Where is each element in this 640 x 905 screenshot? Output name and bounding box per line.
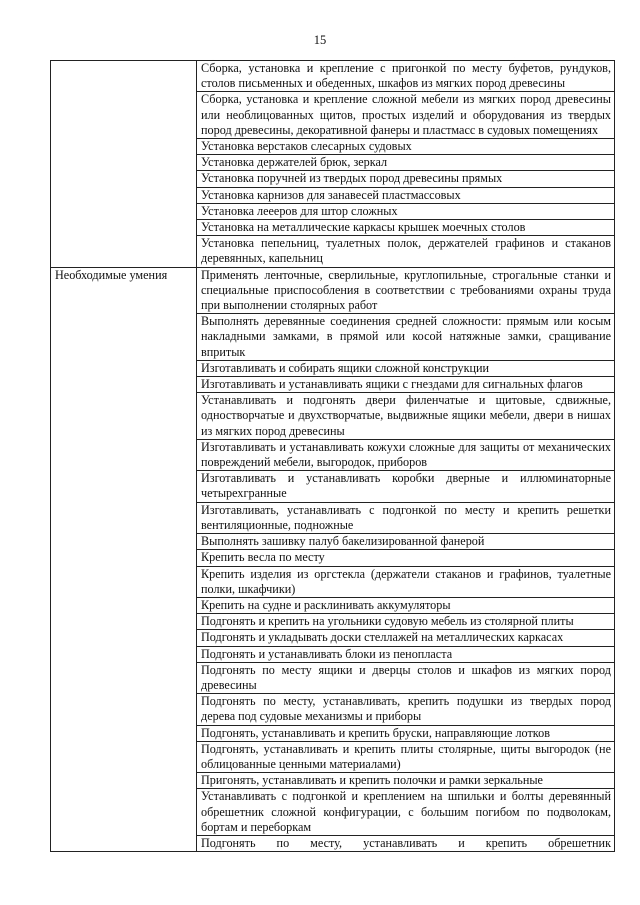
requirement-item: Изготавливать и устанавливать ящики с гнездами для сигнальных флагов bbox=[197, 377, 615, 393]
requirement-item: Подгонять и устанавливать блоки из пенопласта bbox=[197, 646, 615, 662]
requirement-item: Подгонять, устанавливать и крепить бруски, направляющие лотков bbox=[197, 725, 615, 741]
requirement-item: Сборка, установка и крепление с пригонкой по месту буфетов, рундуков, столов письменных и обеденных, шкафов из мягких пород древесины bbox=[197, 61, 615, 92]
requirement-item: Сборка, установка и крепление сложной мебели из мягких пород древесины или необлицованных щитов, простых изделий и оборудования из твердых пород древесины, декоративной фанеры и пластмасс в судовых помещениях bbox=[197, 92, 615, 139]
requirement-item: Изготавливать и устанавливать кожухи сложные для защиты от механических повреждений мебели, выгородок, приборов bbox=[197, 439, 615, 470]
requirement-item: Установка пепельниц, туалетных полок, держателей графинов и стаканов деревянных, капельниц bbox=[197, 236, 615, 267]
competency-table bbox=[50, 60, 615, 852]
requirement-item: Крепить на судне и расклинивать аккумуляторы bbox=[197, 597, 615, 613]
requirement-item: Подгонять и крепить на угольники судовую мебель из столярной плиты bbox=[197, 614, 615, 630]
table-body bbox=[51, 61, 615, 852]
requirement-item: Устанавливать с подгонкой и креплением на шпильки и болты деревянный обрешетник сложной конфигурации, с большим погибом по подволокам, бортам и переборкам bbox=[197, 789, 615, 836]
requirement-item: Подгонять по месту, устанавливать, крепить подушки из твердых пород дерева под судовые механизмы и приборы bbox=[197, 694, 615, 725]
requirement-item: Крепить изделия из оргстекла (держатели стаканов и графинов, туалетные полки, шкафчики) bbox=[197, 566, 615, 597]
requirement-item: Установка держателей брюк, зеркал bbox=[197, 155, 615, 171]
requirement-item: Выполнять зашивку палуб бакелизированной фанерой bbox=[197, 534, 615, 550]
requirement-item: Подгонять по месту ящики и дверцы столов и шкафов из мягких пород древесины bbox=[197, 662, 615, 693]
requirement-item: Установка леееров для штор сложных bbox=[197, 203, 615, 219]
requirement-item: Выполнять деревянные соединения средней сложности: прямым или косым накладными замками, в прямой или косой натяжные замки, сращивание впритык bbox=[197, 314, 615, 361]
requirement-item: Установка на металлические каркасы крышек моечных столов bbox=[197, 220, 615, 236]
table-row bbox=[51, 267, 615, 314]
requirement-item: Подгонять, устанавливать и крепить плиты столярные, щиты выгородок (не облицованные ценными материалами) bbox=[197, 741, 615, 772]
requirement-item: Подгонять по месту, устанавливать и крепить обрешетник bbox=[197, 835, 615, 851]
requirement-item: Установка поручней из твердых пород древесины прямых bbox=[197, 171, 615, 187]
requirement-item: Изготавливать и устанавливать коробки дверные и иллюминаторные четырехгранные bbox=[197, 471, 615, 502]
page-number: 15 bbox=[313, 33, 327, 47]
requirement-item: Крепить весла по месту bbox=[197, 550, 615, 566]
requirement-item: Установка карнизов для занавесей пластмассовых bbox=[197, 187, 615, 203]
section-label bbox=[51, 61, 197, 268]
requirement-item: Изготавливать и собирать ящики сложной конструкции bbox=[197, 360, 615, 376]
table-row bbox=[51, 61, 615, 92]
requirement-item: Установка верстаков слесарных судовых bbox=[197, 139, 615, 155]
requirement-item: Подгонять и укладывать доски стеллажей на металлических каркасах bbox=[197, 630, 615, 646]
requirement-item: Пригонять, устанавливать и крепить полочки и рамки зеркальные bbox=[197, 773, 615, 789]
requirement-item: Устанавливать и подгонять двери филенчатые и щитовые, сдвижные, одностворчатые и двухстворчатые, выдвижные ящики мебели, двери в нишах из мягких пород древесины bbox=[197, 393, 615, 440]
requirement-item: Изготавливать, устанавливать с подгонкой по месту и крепить решетки вентиляционные, подножные bbox=[197, 502, 615, 533]
requirement-item: Применять ленточные, сверлильные, круглопильные, строгальные станки и специальные приспособления в соответствии с требованиями охраны труда при выполнении столярных работ bbox=[197, 267, 615, 314]
section-label: Необходимые умения bbox=[51, 267, 197, 852]
